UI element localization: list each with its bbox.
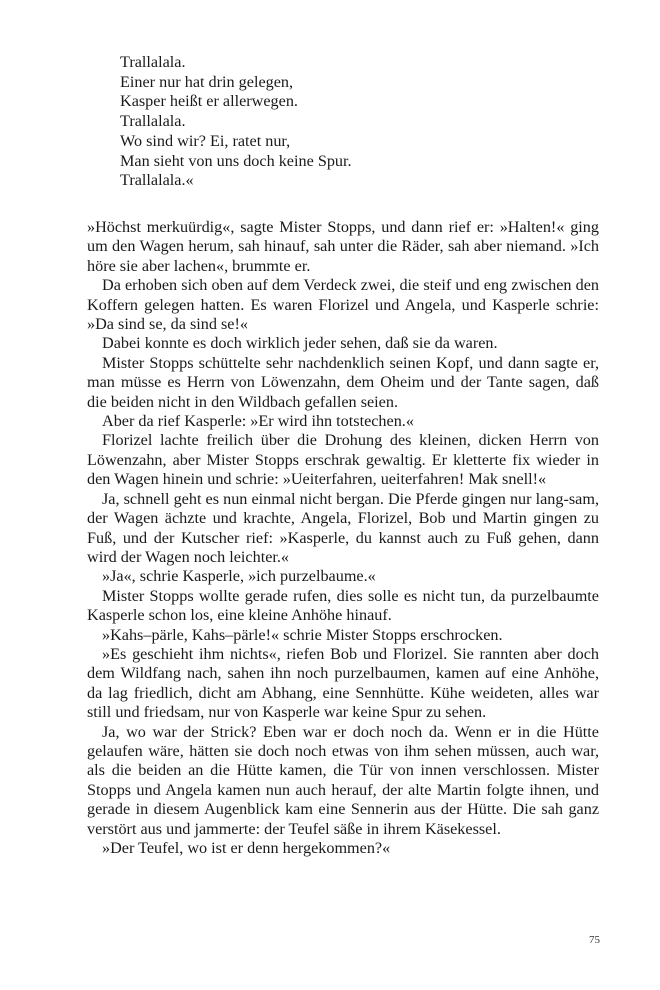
paragraph: Ja, wo war der Strick? Eben war er doch noch da. Wenn er in die Hütte gelaufen wäre, hätten sie doch noch etwas von ihm sehen müssen, auch war, als die beiden an die Hütte kamen, die Tür von innen verschlossen. Mister Stopps und Angela kamen nun auch herauf, der alte Martin folgte ihnen, und gerade in diesem Augenblick kam eine Sennerin aus der Hütte. Die sah ganz verstört aus und jammerte: der Teufel säße in ihrem Käsekessel. [87, 722, 599, 838]
verse-line: Trallalala.« [120, 171, 194, 190]
verse-line: Man sieht von uns doch keine Spur. [120, 151, 352, 170]
paragraph: »Der Teufel, wo ist er denn hergekommen?« [102, 839, 391, 857]
verse-line: Trallalala. [120, 112, 186, 131]
verse-line: Einer nur hat drin gelegen, [120, 72, 294, 91]
paragraph: Ja, schnell geht es nun einmal nicht bergan. Die Pferde gingen nur lang-sam, der Wagen ächzte und krachte, Angela, Florizel, Bob und Martin gingen zu Fuß, und der Kutscher rief: »Kasperle, du kannst auch zu Fuß gehen, dann wird der Wagen noch leichter.« [87, 489, 599, 566]
verse-line: Trallalala. [120, 53, 186, 71]
paragraph: Da erhoben sich oben auf dem Verdeck zwei, die steif und eng zwischen den Koffern gelegen hatten. Es waren Florizel und Angela, und Kasperle schrie: »Da sind se, da sind se!« [87, 276, 599, 334]
verse-line: Kasper heißt er allerwegen. [120, 92, 298, 111]
paragraph: Florizel lachte freilich über die Drohung des kleinen, dicken Herrn von Löwenzahn, aber Mister Stopps erschrak gewaltig. Er kletterte fix wieder in den Wagen hinein und schrie: »Ueiterfahren, ueiterfahren! Mak snell!« [87, 431, 599, 489]
paragraph: »Es geschieht ihm nichts«, riefen Bob und Florizel. Sie rannten aber doch dem Wildfang nach, sahen ihn noch purzelbaumen, kamen auf eine Anhöhe, da lag friedlich, dicht am Abhang, eine Sennhütte. Kühe weideten, alles war still und friedsam, nur von Kasperle war keine Spur zu sehen. [87, 644, 599, 722]
paragraph: Mister Stopps schüttelte sehr nachdenklich seinen Kopf, und dann sagte er, man müsse es Herrn von Löwenzahn, dem Oheim und der Tante sagen, daß die beiden nicht in den Wildbach gefallen seien. [87, 353, 599, 411]
paragraph: Mister Stopps wollte gerade rufen, dies solle es nicht tun, da purzelbaumte Kasperle schon los, eine kleine Anhöhe hinauf. [87, 586, 599, 625]
verse-block [120, 53, 352, 191]
paragraph: »Höchst merkuürdig«, sagte Mister Stopps, und dann rief er: »Halten!« ging um den Wagen herum, sah hinauf, sah unter die Räder, sah aber niemand. »Ich höre sie aber lachen«, brummte er. [87, 218, 599, 275]
paragraph: Aber da rief Kasperle: »Er wird ihn totstechen.« [102, 412, 414, 431]
prose-block [87, 218, 599, 858]
paragraph: Dabei konnte es doch wirklich jeder sehen, daß sie da waren. [102, 334, 498, 353]
paragraph: »Ja«, schrie Kasperle, »ich purzelbaume.« [102, 567, 376, 586]
verse-line: Wo sind wir? Ei, ratet nur, [120, 131, 291, 150]
paragraph: »Kahs–pärle, Kahs–pärle!« schrie Mister Stopps erschrocken. [102, 625, 503, 644]
page-number: 75 [589, 934, 600, 946]
